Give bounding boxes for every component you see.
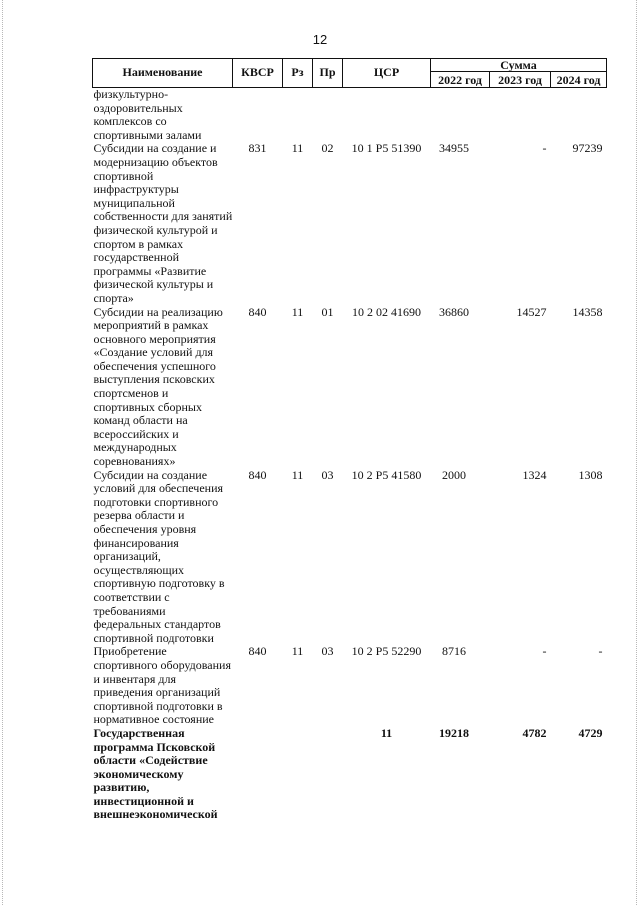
cell-name: Субсидии на реализацию мероприятий в рамках основного мероприятия «Создание условий для обеспечения успешного выступления псковских спортсменов и спортивных сборных команд области на всероссийских и международных соревнованиях»: [93, 304, 223, 469]
cell-2022: 2000: [442, 467, 466, 482]
cell-2022: [431, 88, 490, 143]
cell-csr: 10 2 02 41690: [352, 304, 421, 319]
cell-kvsr: 840: [248, 644, 267, 659]
cell-csr: 10 1 P5 51390: [351, 141, 422, 156]
cell-2024: 1308: [578, 467, 603, 482]
cell-2023: -: [542, 644, 547, 659]
cell-csr: 10 2 P5 41580: [351, 467, 422, 482]
cell-rz: [283, 88, 313, 143]
cell-2023: 14527: [516, 304, 547, 319]
cell-pr: 01: [321, 304, 334, 319]
scan-edge-right: [636, 0, 637, 905]
cell-2023: 4782: [522, 725, 547, 740]
header-sum: Сумма: [431, 59, 607, 72]
table-row: [93, 645, 607, 727]
cell-rz: 11: [291, 141, 304, 156]
cell-pr: 03: [321, 644, 334, 659]
cell-pr: [313, 88, 343, 143]
cell-2024: 14358: [572, 304, 603, 319]
cell-2022: 34955: [439, 141, 469, 156]
cell-kvsr: 840: [248, 467, 267, 482]
cell-2022: 19218: [439, 725, 469, 740]
header-csr: ЦСР: [343, 59, 431, 88]
table-body: [93, 88, 607, 823]
table-row-program-total: [93, 727, 607, 822]
cell-2024: -: [598, 644, 603, 659]
cell-2024: 4729: [578, 725, 603, 740]
cell-name: Субсидии на создание условий для обеспечения подготовки спортивного резерва области и обеспечения уровня финансирования организаций, осуществляющих спортивную подготовку в соответствии с требованиями федеральных стандартов спортивной подготовки: [93, 467, 225, 645]
header-kvsr: КВСР: [233, 59, 283, 88]
cell-name: физкультурно-оздоровительных комплексов со спортивными залами: [93, 87, 202, 142]
cell-2022: 36860: [439, 304, 469, 319]
cell-rz: [283, 727, 313, 822]
cell-2023: [490, 88, 551, 143]
header-rz: Рз: [283, 59, 313, 88]
cell-2024: [551, 88, 607, 143]
page-number: 12: [312, 32, 328, 47]
header-name: Наименование: [93, 59, 233, 88]
cell-name: Субсидии на создание и модернизацию объектов спортивной инфраструктуры муниципальной собственности для занятий физической культурой и спортом в рамках государственной программы «Развитие физической культуры и спорта»: [93, 141, 233, 305]
budget-table: [92, 58, 607, 822]
table-row: [93, 88, 607, 143]
cell-rz: 11: [291, 304, 304, 319]
cell-csr: 10 2 P5 52290: [351, 644, 422, 659]
table-row: [93, 306, 607, 469]
header-year-2022: 2022 год: [431, 72, 490, 88]
header-year-2024: 2024 год: [551, 72, 607, 88]
cell-2022: 8716: [442, 644, 466, 659]
cell-kvsr: [233, 88, 283, 143]
table-row: [93, 142, 607, 305]
cell-2024: 97239: [572, 141, 603, 156]
cell-csr: 11: [380, 725, 393, 740]
cell-2023: 1324: [522, 467, 547, 482]
header-year-2023: 2023 год: [490, 72, 551, 88]
cell-rz: 11: [291, 644, 304, 659]
cell-kvsr: 840: [248, 304, 267, 319]
table-header: [93, 59, 607, 88]
table-row: [93, 469, 607, 646]
cell-kvsr: 831: [248, 141, 267, 156]
cell-2023: -: [542, 141, 547, 156]
cell-pr: [313, 727, 343, 822]
cell-csr: [343, 88, 431, 143]
cell-name: Государственная программа Псковской области «Содействие экономическому развитию, инвестиционной и внешнеэкономической: [93, 725, 218, 822]
cell-rz: 11: [291, 467, 304, 482]
cell-pr: 03: [321, 467, 334, 482]
cell-name: Приобретение спортивного оборудования и инвентаря для приведения организаций спортивной подготовки в нормативное состояние: [93, 644, 231, 727]
scan-edge-left: [2, 0, 3, 905]
header-pr: Пр: [313, 59, 343, 88]
cell-kvsr: [233, 727, 283, 822]
cell-pr: 02: [321, 141, 334, 156]
